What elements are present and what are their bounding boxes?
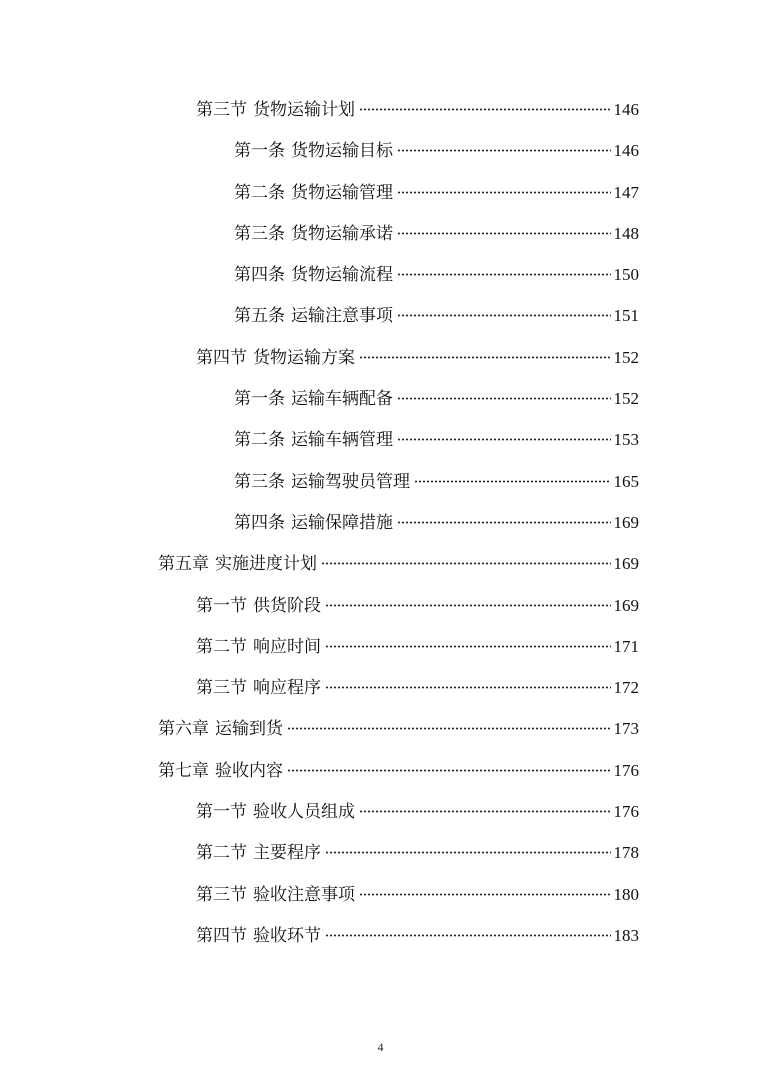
toc-entry[interactable] [0, 213, 761, 254]
dot-leader [325, 645, 611, 648]
toc-entry-title [196, 916, 321, 957]
dot-leader [359, 893, 611, 896]
toc-entry[interactable] [0, 461, 761, 502]
toc-entry-label: 第三节 [196, 678, 247, 699]
toc-entry-title [234, 462, 410, 503]
dot-leader [359, 356, 611, 359]
dot-leader [397, 191, 611, 194]
toc-entry-text: 运输注意事项 [291, 306, 393, 327]
toc-entry-page: 183 [613, 925, 639, 945]
toc-entry-title [234, 131, 393, 172]
toc-entry[interactable] [0, 543, 761, 584]
toc-entry-text: 响应时间 [253, 636, 321, 657]
toc-entry-page: 176 [613, 802, 639, 822]
toc-entry-page: 147 [613, 182, 639, 202]
toc-entry[interactable] [0, 626, 761, 667]
toc-entry[interactable] [0, 172, 761, 213]
toc-entry[interactable] [0, 337, 761, 378]
dot-leader [397, 314, 611, 317]
toc-entry-label: 第四节 [196, 347, 247, 368]
toc-entry-page: 169 [613, 554, 639, 574]
toc-entry-text: 供货阶段 [253, 595, 321, 616]
dot-leader [287, 769, 611, 772]
toc-entry-label: 第二条 [234, 430, 285, 451]
dot-leader [287, 727, 611, 730]
toc-entry[interactable] [0, 502, 761, 543]
toc-entry[interactable] [0, 750, 761, 791]
dot-leader [397, 397, 611, 400]
toc-entry-title [158, 751, 283, 792]
toc-entry-page: 148 [613, 223, 639, 243]
toc-entry-title [234, 296, 393, 337]
dot-leader [414, 480, 611, 483]
dot-leader [359, 108, 611, 111]
toc-entry[interactable] [0, 791, 761, 832]
toc-entry-title [158, 544, 317, 585]
toc-entry-label: 第一条 [234, 141, 285, 162]
toc-entry-page: 169 [613, 512, 639, 532]
toc-entry-label: 第六章 [158, 719, 209, 740]
toc-entry[interactable] [0, 378, 761, 419]
toc-entry-page: 146 [613, 141, 639, 161]
dot-leader [397, 232, 611, 235]
toc-entry-text: 主要程序 [253, 843, 321, 864]
toc-entry-label: 第一节 [196, 802, 247, 823]
toc-entry[interactable] [0, 295, 761, 336]
toc-entry-title [196, 792, 355, 833]
toc-entry[interactable] [0, 915, 761, 956]
toc-entry-text: 货物运输目标 [291, 141, 393, 162]
toc-entry-label: 第一条 [234, 389, 285, 410]
dot-leader [321, 562, 611, 565]
toc-entry-title [234, 173, 393, 214]
dot-leader [325, 934, 611, 937]
toc-entry[interactable] [0, 419, 761, 460]
toc-entry-title [196, 627, 321, 668]
toc-entry-label: 第四条 [234, 265, 285, 286]
toc-entry-text: 验收人员组成 [253, 802, 355, 823]
toc-entry-title [234, 379, 393, 420]
toc-entry-label: 第三节 [196, 100, 247, 120]
toc-entry-label: 第四条 [234, 512, 285, 533]
toc-entry-text: 响应程序 [253, 678, 321, 699]
toc-entry-title [196, 668, 321, 709]
toc-entry-text: 验收注意事项 [253, 884, 355, 905]
toc-entry-label: 第四节 [196, 925, 247, 946]
toc-entry[interactable] [0, 254, 761, 295]
toc-entry[interactable] [0, 832, 761, 873]
toc-entry-page: 172 [613, 678, 639, 698]
toc-entry-text: 运输车辆管理 [291, 430, 393, 451]
toc-entry[interactable] [0, 874, 761, 915]
toc-entry-page: 153 [613, 430, 639, 450]
toc-entry-text: 实施进度计划 [215, 554, 317, 575]
toc-entry-title [196, 90, 355, 131]
toc-entry-text: 运输到货 [215, 719, 283, 740]
toc-entry-label: 第一节 [196, 595, 247, 616]
toc-entry-title [234, 255, 393, 296]
toc-entry[interactable] [0, 89, 761, 130]
toc-entry-label: 第五章 [158, 554, 209, 575]
toc-entry-title [196, 586, 321, 627]
toc-entry[interactable] [0, 585, 761, 626]
toc-entry-label: 第二条 [234, 182, 285, 203]
toc-entry-text: 货物运输承诺 [291, 223, 393, 244]
toc-entry-label: 第三条 [234, 223, 285, 244]
toc-entry-page: 180 [613, 884, 639, 904]
toc-entry[interactable] [0, 667, 761, 708]
toc-entry-page: 146 [613, 100, 639, 119]
toc-entry-page: 151 [613, 306, 639, 326]
toc-entry-page: 178 [613, 843, 639, 863]
toc-entry-page: 150 [613, 265, 639, 285]
toc-entry-text: 货物运输管理 [291, 182, 393, 203]
toc-entry-page: 171 [613, 636, 639, 656]
toc-entry[interactable] [0, 130, 761, 171]
dot-leader [397, 273, 611, 276]
toc-entry-label: 第七章 [158, 760, 209, 781]
toc-entry-text: 验收环节 [253, 925, 321, 946]
toc-entry-page: 169 [613, 595, 639, 615]
dot-leader [359, 810, 611, 813]
toc-entry-title [234, 503, 393, 544]
toc-entry-title [196, 833, 321, 874]
dot-leader [397, 521, 611, 524]
toc-entry-text: 验收内容 [215, 760, 283, 781]
toc-entry-title [234, 214, 393, 255]
toc-entry-text: 货物运输方案 [253, 347, 355, 368]
toc-entry-label: 第三节 [196, 884, 247, 905]
dot-leader [325, 851, 611, 854]
toc-entry-text: 货物运输计划 [253, 100, 355, 120]
dot-leader [397, 149, 611, 152]
table-of-contents [0, 89, 761, 956]
page-number: 4 [377, 1040, 384, 1054]
toc-entry-page: 152 [613, 347, 639, 367]
toc-entry[interactable] [0, 708, 761, 749]
dot-leader [397, 438, 611, 441]
toc-entry-title [158, 709, 283, 750]
toc-entry-label: 第二节 [196, 843, 247, 864]
toc-entry-title [196, 875, 355, 916]
toc-entry-text: 运输驾驶员管理 [291, 471, 410, 492]
toc-entry-title [196, 338, 355, 379]
toc-entry-title [234, 420, 393, 461]
toc-entry-label: 第五条 [234, 306, 285, 327]
toc-entry-page: 165 [613, 471, 639, 491]
toc-entry-page: 152 [613, 389, 639, 409]
toc-entry-page: 173 [613, 719, 639, 739]
toc-entry-text: 运输保障措施 [291, 512, 393, 533]
dot-leader [325, 604, 611, 607]
toc-entry-label: 第三条 [234, 471, 285, 492]
toc-entry-text: 运输车辆配备 [291, 389, 393, 410]
dot-leader [325, 686, 611, 689]
toc-entry-label: 第二节 [196, 636, 247, 657]
toc-entry-text: 货物运输流程 [291, 265, 393, 286]
toc-entry-page: 176 [613, 760, 639, 780]
